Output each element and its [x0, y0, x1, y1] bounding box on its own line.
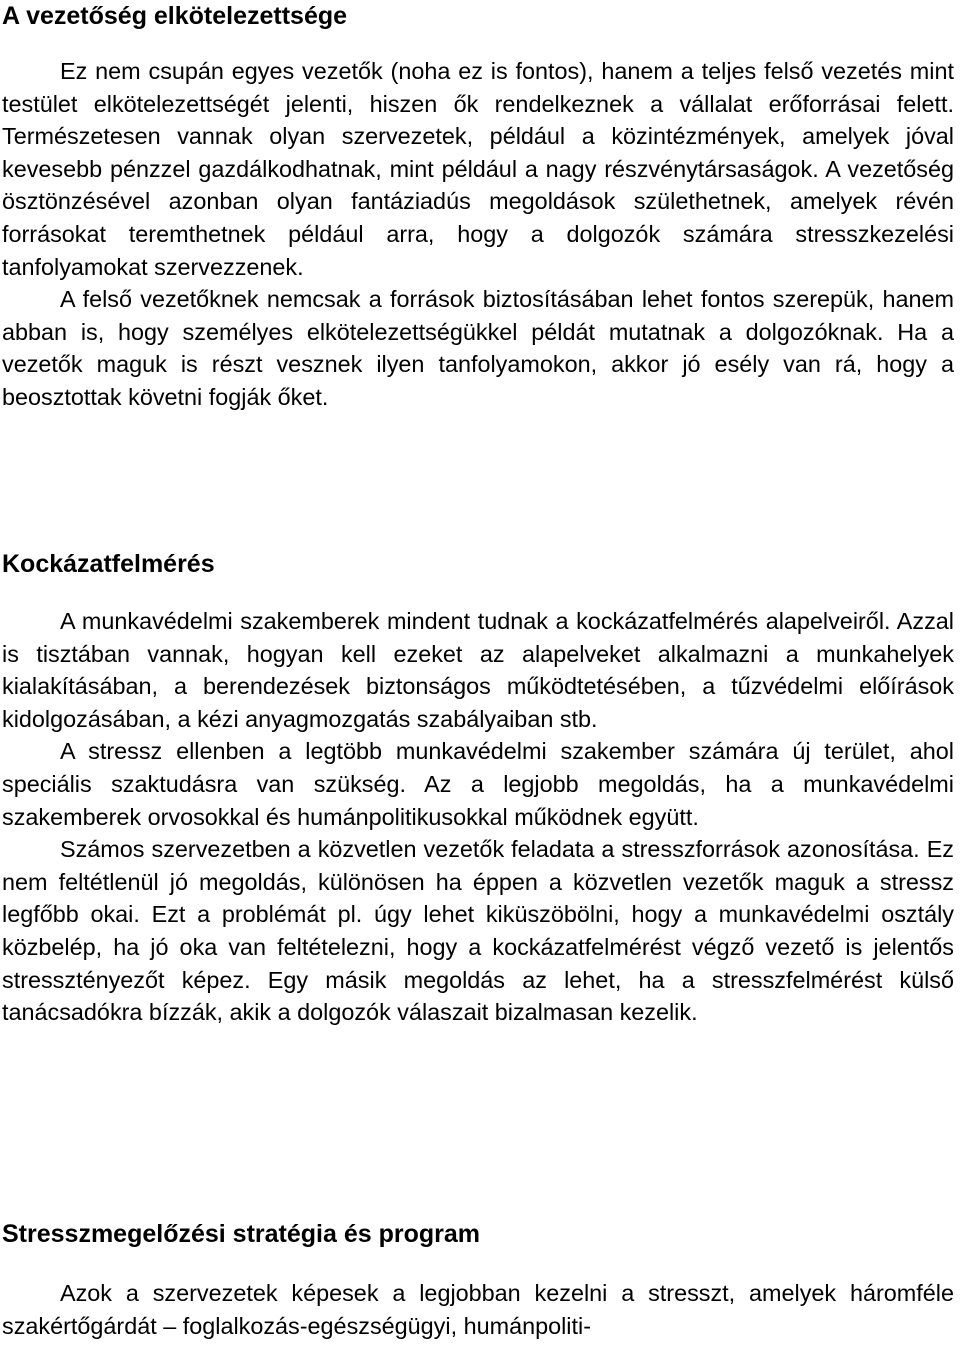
section-heading-prevention-strategy: Stresszmegelőzési stratégia és program: [2, 1220, 480, 1248]
section-body-leadership: [2, 55, 954, 414]
section-body-prevention-strategy: [2, 1277, 954, 1342]
paragraph: A munkavédelmi szakemberek mindent tudnak a kockázatfelmérés alapelveiről. Azzal is tisztában vannak, hogyan kell ezeket az alapelveket alkalmazni a munkahelyek kialakításában, a berendezések biztonságos működtetésében, a tűzvédelmi előírások kidolgozásában, a kézi anyagmozgatás szabályaiban stb.: [2, 608, 954, 732]
section-heading-leadership: A vezetőség elkötelezettsége: [2, 2, 348, 30]
section-heading-risk-assessment: Kockázatfelmérés: [2, 550, 215, 578]
paragraph: A stressz ellenben a legtöbb munkavédelmi szakember számára új terület, ahol speciális szaktudásra van szükség. Az a legjobb megoldás, ha a munkavédelmi szakemberek orvosokkal és humánpolitikusokkal működnek együtt.: [2, 738, 954, 830]
paragraph: Azok a szervezetek képesek a legjobban kezelni a stresszt, amelyek háromféle szakértőgárdát – foglalkozás-egészségügyi, humánpoliti-: [2, 1280, 954, 1339]
section-body-risk-assessment: [2, 605, 954, 1029]
paragraph: Számos szervezetben a közvetlen vezetők feladata a stresszforrások azonosítása. Ez nem feltétlenül jó megoldás, különösen ha éppen a közvetlen vezetők maguk a stressz legfőbb okai. Ezt a problémát pl. úgy lehet kiküszöbölni, hogy a munkavédelmi osztály közbelép, ha jó oka van feltételezni, hogy a kockázatfelmérést végző vezető is jelentős stressztényezőt képez. Egy másik megoldás az lehet, ha a stresszfelmérést külső tanácsadókra bízzák, akik a dolgozók válaszait bizalmasan kezelik.: [2, 836, 954, 1026]
paragraph: A felső vezetőknek nemcsak a források biztosításában lehet fontos szerepük, hanem abban is, hogy személyes elkötelezettségükkel példát mutatnak a dolgozóknak. Ha a vezetők maguk is részt vesznek ilyen tanfolyamokon, akkor jó esély van rá, hogy a beosztottak követni fogják őket.: [2, 286, 954, 410]
paragraph: Ez nem csupán egyes vezetők (noha ez is fontos), hanem a teljes felső vezetés mint testület elkötelezettségét jelenti, hiszen ők rendelkeznek a vállalat erőforrásai felett. Természetesen vannak olyan szervezetek, például a közintézmények, amelyek jóval kevesebb pénzzel gazdálkodhatnak, mint például a nagy részvénytársaságok. A vezetőség ösztönzésével azonban olyan fantáziadús megoldások születhetnek, amelyek révén forrásokat teremthetnek például arra, hogy a dolgozók számára stresszkezelési tanfolyamokat szervezzenek.: [2, 58, 954, 280]
